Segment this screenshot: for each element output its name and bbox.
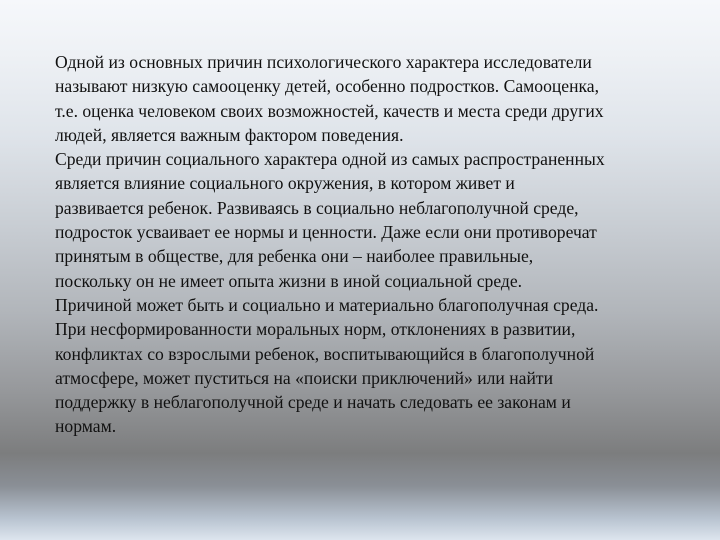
slide-text-box [55,50,695,439]
paragraph-psychological-causes: Одной из основных причин психологического характера исследователи называют низкую самооценку детей, особенно подростков. Самооценка, т.е. оценка человеком своих возможностей, качеств и места среди других людей, является важным фактором поведения. [55,52,604,145]
paragraph-prosperous-environment: Причиной может быть и социально и материально благополучная среда. При несформированности моральных норм, отклонениях в развитии, конфликтах со взрослыми ребенок, воспитывающийся в благополучной атмосфере, может пуститься на «поиски приключений» или найти поддержку в неблагополучной среде и начать следовать ее законам и нормам. [55,294,599,437]
paragraph-social-causes: Среди причин социального характера одной из самых распространенных является влияние социального окружения, в котором живет и развивается ребенок. Развиваясь в социально неблагополучной среде, подросток усваивает ее нормы и ценности. Даже если они противоречат принятым в обществе, для ребенка они – наиболее правильные, поскольку он не имеет опыта жизни в иной социальной среде. [55,149,605,291]
